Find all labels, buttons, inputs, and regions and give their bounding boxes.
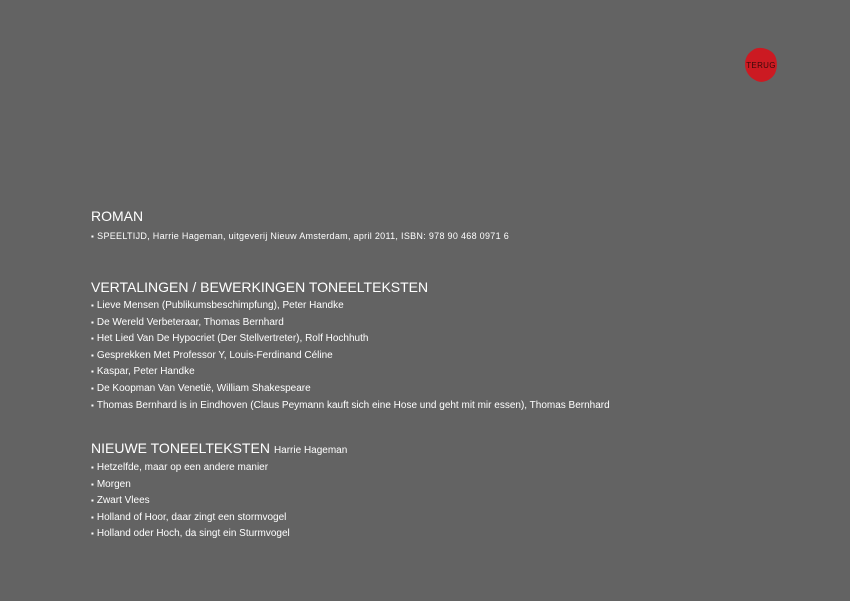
back-label: TERUG <box>746 61 776 70</box>
vertalingen-list <box>91 298 610 414</box>
back-button[interactable] <box>744 47 778 83</box>
roman-list <box>91 228 509 246</box>
list-item: ▪ Zwart Vlees <box>91 495 150 507</box>
vertalingen-heading: VERTALINGEN / BEWERKINGEN TONEELTEKSTEN <box>91 279 429 295</box>
list-item: ▪ Morgen <box>91 478 131 490</box>
nieuwe-heading-title: NIEUWE TONEELTEKSTEN <box>91 440 270 456</box>
list-item: ▪ Holland oder Hoch, da singt ein Sturmvogel <box>91 528 290 540</box>
list-item: ▪ Thomas Bernhard is in Eindhoven (Claus Peymann kauft sich eine Hose und geht mit mir essen), Thomas Bernhard <box>91 399 610 411</box>
list-item: ▪ Hetzelfde, maar op een andere manier <box>91 462 269 473</box>
list-item: ▪ Het Lied Van De Hypocriet (Der Stellvertreter), Rolf Hochhuth <box>91 333 369 345</box>
nieuwe-section <box>91 439 347 543</box>
list-item: ▪ Holland of Hoor, daar zingt een stormvogel <box>91 511 287 523</box>
list-item: ▪ SPEELTIJD, Harrie Hageman, uitgeverij Nieuw Amsterdam, april 2011, ISBN: 978 90 468 0971 6 <box>91 231 509 241</box>
roman-section <box>91 207 509 246</box>
nieuwe-list <box>91 460 347 543</box>
nieuwe-author: Harrie Hageman <box>273 445 348 456</box>
list-item: ▪ Gesprekken Met Professor Y, Louis-Ferdinand Céline <box>91 349 333 361</box>
list-item: ▪ De Wereld Verbeteraar, Thomas Bernhard <box>91 316 284 328</box>
vertalingen-section <box>91 278 610 414</box>
list-item: ▪ Kaspar, Peter Handke <box>91 366 195 378</box>
roman-heading: ROMAN <box>91 208 144 224</box>
list-item: ▪ De Koopman Van Venetië, William Shakespeare <box>91 382 311 394</box>
nieuwe-heading <box>91 439 347 460</box>
list-item: ▪ Lieve Mensen (Publikumsbeschimpfung), Peter Handke <box>91 300 344 311</box>
